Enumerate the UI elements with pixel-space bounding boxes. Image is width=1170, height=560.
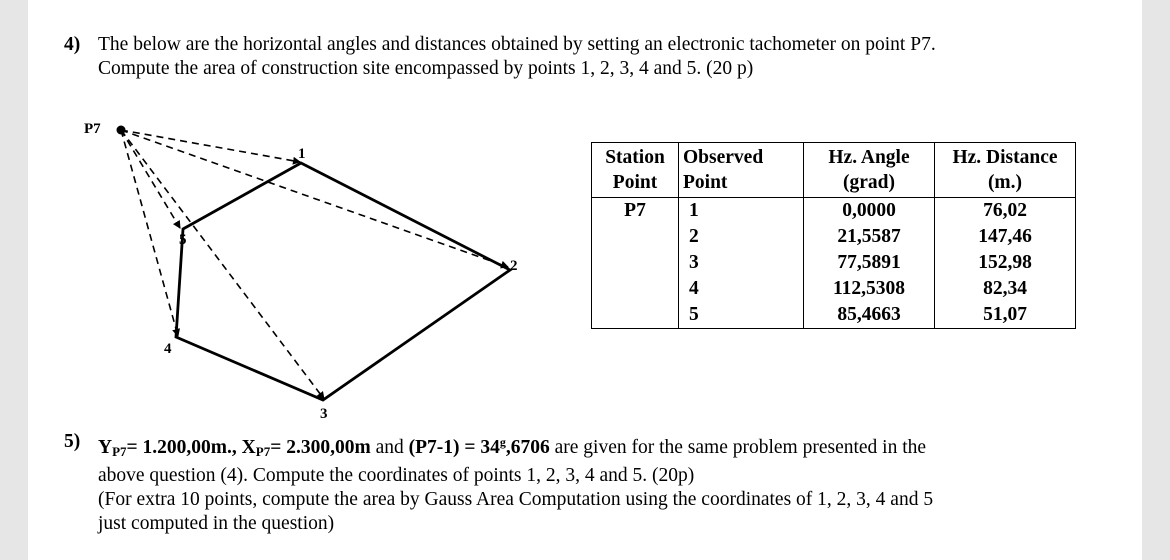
angle-cell: 112,5308 xyxy=(804,276,935,302)
point-label-3: 3 xyxy=(320,406,328,422)
header-observed-point: Observed Point xyxy=(679,143,804,198)
station-cell xyxy=(592,250,679,276)
distance-cell: 82,34 xyxy=(935,276,1076,302)
document-page xyxy=(28,0,1142,560)
question-5-line-1 xyxy=(98,430,1138,464)
observed-point-cell: 2 xyxy=(679,224,804,250)
question-5-text xyxy=(98,430,1138,536)
question-4-line-1: The below are the horizontal angles and distances obtained by setting an electronic tachometer on point P7. xyxy=(98,34,936,55)
table-row xyxy=(592,302,1076,329)
angle-cell: 77,5891 xyxy=(804,250,935,276)
table-row xyxy=(592,224,1076,250)
observed-point-cell: 3 xyxy=(679,250,804,276)
observed-point-cell: 5 xyxy=(679,302,804,329)
sight-line-4 xyxy=(121,130,178,336)
point-label-4: 4 xyxy=(164,341,172,357)
observed-point-cell: 4 xyxy=(679,276,804,302)
direction-label: $(P7-1) = 34^g,6706$ xyxy=(408,435,550,458)
header-hz-angle: Hz. Angle (grad) xyxy=(804,143,935,198)
question-5-line-4: just computed in the question) xyxy=(98,513,335,534)
question-4-line-2: Compute the area of construction site encompassed by points 1, 2, 3, 4 and 5. (20 p) xyxy=(98,58,754,79)
station-cell xyxy=(592,302,679,329)
sight-line-3 xyxy=(121,130,324,399)
distance-cell: 76,02 xyxy=(935,198,1076,225)
y-coordinate-label: $Y_{P7}= 1.200,00m$., xyxy=(98,437,237,459)
question-5-line-2: above question (4). Compute the coordinates of points 1, 2, 3, 4 and 5. (20p) xyxy=(98,465,695,486)
station-cell: P7 xyxy=(592,198,679,225)
header-hz-distance: Hz. Distance (m.) xyxy=(935,143,1076,198)
station-label: P7 xyxy=(84,121,101,137)
station-cell xyxy=(592,276,679,302)
station-cell xyxy=(592,224,679,250)
observation-table xyxy=(591,142,1076,329)
and-text: and xyxy=(375,437,404,458)
header-station-point: Station Point xyxy=(592,143,679,198)
angle-cell: 0,0000 xyxy=(804,198,935,225)
question-4-number: 4) xyxy=(64,34,81,55)
sight-line-1 xyxy=(121,130,300,162)
table-header-row xyxy=(592,143,1076,198)
table-row xyxy=(592,198,1076,225)
question-5-number: 5) xyxy=(64,431,81,452)
table-row xyxy=(592,250,1076,276)
station-point-marker xyxy=(117,126,126,135)
point-label-2: 2 xyxy=(510,258,518,274)
site-polygon xyxy=(176,163,510,400)
question-5-line-1-rest: are given for the same problem presented in the xyxy=(554,437,927,458)
distance-cell: 51,07 xyxy=(935,302,1076,329)
sight-line-5 xyxy=(121,130,180,228)
table-row xyxy=(592,276,1076,302)
angle-cell: 85,4663 xyxy=(804,302,935,329)
angle-cell: 21,5587 xyxy=(804,224,935,250)
x-coordinate-label: $X_{P7}= 2.300,00m$ xyxy=(241,437,371,459)
question-5-line-3: (For extra 10 points, compute the area by Gauss Area Computation using the coordinates of 1, 2, 3, 4 and 5 xyxy=(98,489,934,510)
distance-cell: 147,46 xyxy=(935,224,1076,250)
point-label-1: 1 xyxy=(298,146,306,162)
observed-point-cell: 1 xyxy=(679,198,804,225)
distance-cell: 152,98 xyxy=(935,250,1076,276)
question-4-text xyxy=(98,33,1138,81)
sight-line-2 xyxy=(121,130,508,267)
point-label-5: 5 xyxy=(179,232,187,248)
